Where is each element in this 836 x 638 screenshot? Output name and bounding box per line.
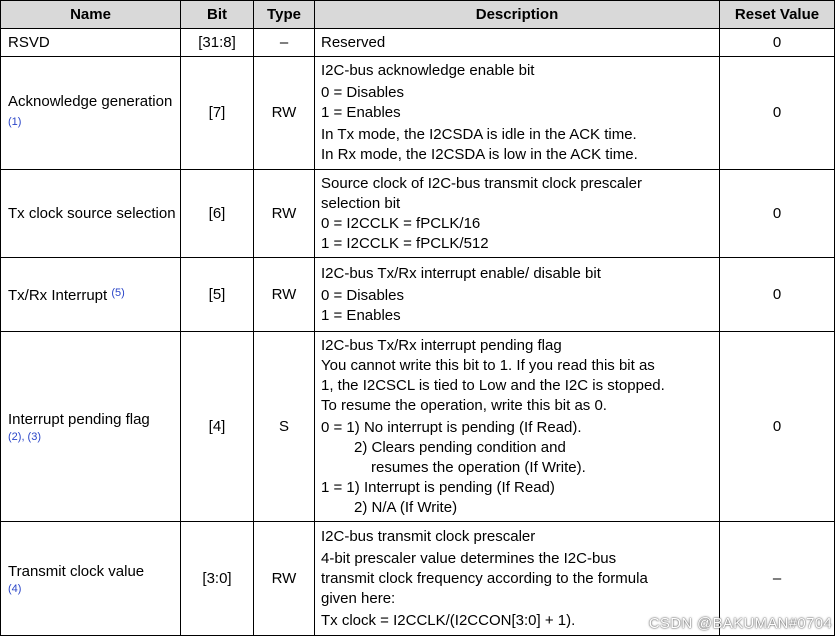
desc-line: 2) Clears pending condition and <box>354 438 566 456</box>
row-name <box>1 57 181 170</box>
row-bit: [7] <box>181 57 254 170</box>
row-type: S <box>254 332 315 522</box>
desc-line: You cannot write this bit to 1. If you read this bit as <box>321 356 655 374</box>
desc-line: Reserved <box>321 33 386 51</box>
desc-line: 0 = I2CCLK = fPCLK/16 <box>321 214 481 232</box>
desc-line: transmit clock frequency according to the formula <box>321 569 648 587</box>
desc-line: 1 = 1) Interrupt is pending (If Read) <box>321 478 555 496</box>
desc-line: 0 = Disables <box>321 84 404 101</box>
row-reset: 0 <box>720 332 835 522</box>
desc-line: I2C-bus Tx/Rx interrupt pending flag <box>321 336 562 354</box>
row-bit: [6] <box>181 170 254 258</box>
footnote-ref[interactable]: (4) <box>8 582 22 595</box>
row-type: RW <box>254 258 315 332</box>
desc-line: 2) N/A (If Write) <box>354 498 458 516</box>
row-name-text: Transmit clock value <box>8 562 145 580</box>
desc-line: 1 = I2CCLK = fPCLK/512 <box>321 234 489 252</box>
row-name <box>1 170 181 258</box>
table-row <box>1 57 835 170</box>
row-name-text: Tx clock source selection <box>8 204 176 222</box>
row-type: RW <box>254 57 315 170</box>
header-description: Description <box>315 1 720 29</box>
row-type: – <box>254 29 315 57</box>
row-reset: 0 <box>720 258 835 332</box>
desc-line: 0 = 1) No interrupt is pending (If Read). <box>321 418 582 436</box>
desc-line: 1, the I2CSCL is tied to Low and the I2C is stopped. <box>321 376 665 394</box>
row-description <box>315 258 720 332</box>
desc-line: Source clock of I2C-bus transmit clock prescaler <box>321 174 642 192</box>
desc-line: In Tx mode, the I2CSDA is idle in the ACK time. <box>321 126 637 143</box>
desc-line: selection bit <box>321 194 401 212</box>
row-bit: [31:8] <box>181 29 254 57</box>
row-type: RW <box>254 170 315 258</box>
row-name-text: Acknowledge generation <box>8 92 173 110</box>
header-name: Name <box>1 1 181 29</box>
header-reset-value: Reset Value <box>720 1 835 29</box>
desc-line: resumes the operation (If Write). <box>371 458 586 476</box>
row-reset: 0 <box>720 170 835 258</box>
row-description <box>315 332 720 522</box>
row-name <box>1 522 181 636</box>
row-name <box>1 332 181 522</box>
header-row <box>1 1 835 29</box>
row-description <box>315 29 720 57</box>
row-name <box>1 258 181 332</box>
table-row <box>1 332 835 522</box>
table-row <box>1 29 835 57</box>
row-reset: 0 <box>720 29 835 57</box>
desc-line: Tx clock = I2CCLK/(I2CCON[3:0] + 1). <box>321 611 576 629</box>
desc-line: To resume the operation, write this bit as 0. <box>321 396 607 414</box>
desc-line: 0 = Disables <box>321 286 404 304</box>
row-type: RW <box>254 522 315 636</box>
desc-line: 1 = Enables <box>321 104 401 121</box>
row-description <box>315 57 720 170</box>
footnote-ref[interactable]: (1) <box>8 115 22 128</box>
desc-line: I2C-bus Tx/Rx interrupt enable/ disable bit <box>321 264 601 282</box>
row-bit: [3:0] <box>181 522 254 636</box>
row-name-text: RSVD <box>8 33 50 51</box>
table-row <box>1 170 835 258</box>
row-bit: [4] <box>181 332 254 522</box>
desc-line: 1 = Enables <box>321 306 401 324</box>
row-name-text: Tx/Rx Interrupt <box>8 287 108 304</box>
watermark: CSDN @BAKUMAN#0704 <box>648 615 832 632</box>
row-name-text: Interrupt pending flag <box>8 410 150 428</box>
footnote-ref[interactable]: (5) <box>111 287 125 299</box>
desc-line: 4-bit prescaler value determines the I2C-bus <box>321 549 617 567</box>
row-description <box>315 170 720 258</box>
table-row <box>1 258 835 332</box>
footnote-ref[interactable]: (2), (3) <box>8 430 41 443</box>
row-bit: [5] <box>181 258 254 332</box>
row-reset: – <box>720 522 835 636</box>
row-name <box>1 29 181 57</box>
header-type: Type <box>254 1 315 29</box>
desc-line: given here: <box>321 589 396 607</box>
desc-line: In Rx mode, the I2CSDA is low in the ACK time. <box>321 146 638 163</box>
desc-line: I2C-bus transmit clock prescaler <box>321 527 536 545</box>
desc-line: I2C-bus acknowledge enable bit <box>321 62 535 79</box>
row-reset: 0 <box>720 57 835 170</box>
header-bit: Bit <box>181 1 254 29</box>
